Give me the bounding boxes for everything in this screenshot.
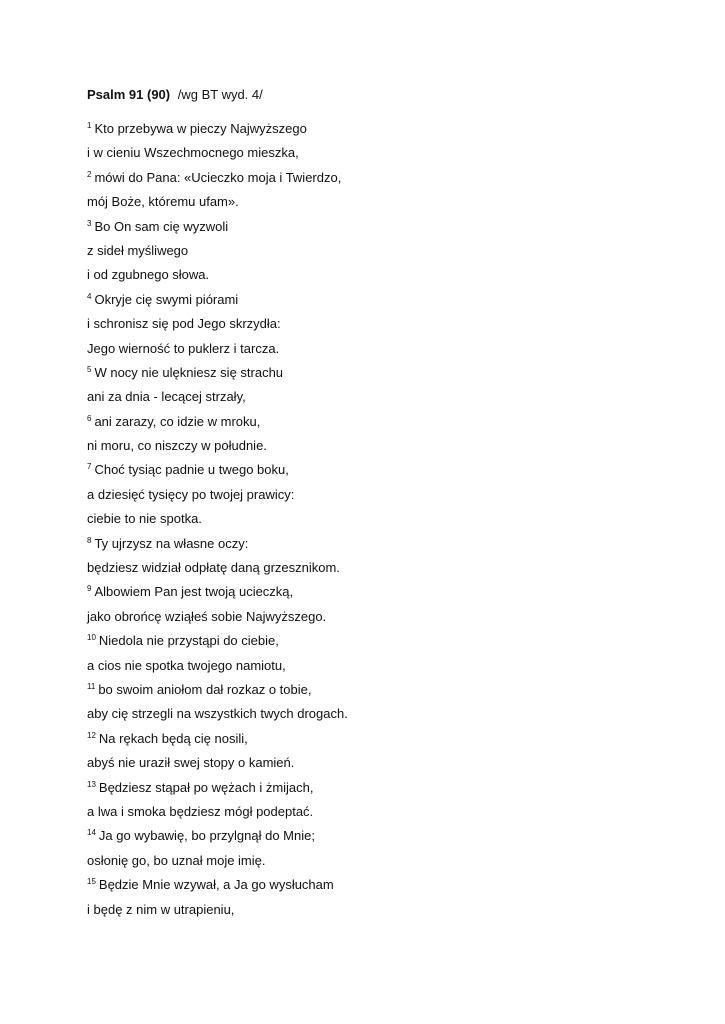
line-text: Kto przebywa w pieczy Najwyższego — [94, 121, 307, 136]
psalm-line — [87, 458, 687, 482]
verse-number: 13 — [87, 779, 96, 789]
psalm-line — [87, 337, 687, 361]
line-text: Niedola nie przystąpi do ciebie, — [98, 633, 279, 649]
verse-number: 12 — [87, 730, 96, 740]
psalm-line — [87, 166, 687, 190]
psalm-line — [87, 361, 687, 385]
verse-number: 8 — [87, 535, 92, 545]
line-text: mówi do Pana: «Ucieczko moja i Twierdzo, — [94, 169, 342, 185]
line-text: i od zgubnego słowa. — [87, 267, 210, 283]
psalm-title: Psalm 91 (90) — [87, 87, 171, 102]
verse-number: 11 — [87, 681, 96, 691]
psalm-line — [87, 507, 687, 531]
line-text: Na rękach będą cię nosili, — [98, 730, 248, 746]
psalm-line — [87, 556, 687, 580]
line-text: ni moru, co niszczy w południe. — [87, 438, 267, 454]
verse-number: 7 — [87, 462, 92, 472]
psalm-line — [87, 849, 687, 873]
psalm-line — [87, 824, 687, 848]
psalm-line — [87, 654, 687, 678]
line-text: Jego wierność to puklerz i tarcza. — [87, 340, 280, 356]
verse-number: 2 — [87, 169, 92, 179]
line-text: abyś nie uraził swej stopy o kamień. — [87, 755, 295, 771]
verse-number: 5 — [87, 364, 92, 374]
psalm-line — [87, 288, 687, 312]
psalm-line — [87, 776, 687, 800]
psalm-line — [87, 678, 687, 702]
line-text: W nocy nie ulękniesz się strachu — [94, 364, 284, 380]
line-text: ani za dnia - lecącej strzały, — [87, 389, 246, 405]
line-text: Choć tysiąc padnie u twego boku, — [94, 462, 289, 478]
verse-number: 6 — [87, 413, 92, 423]
psalm-line — [87, 702, 687, 726]
psalm-line — [87, 629, 687, 653]
line-text: będziesz widział odpłatę daną grzesznikom. — [87, 560, 340, 576]
line-text: Albowiem Pan jest twoją ucieczką, — [94, 584, 294, 600]
verse-number: 14 — [87, 828, 96, 838]
line-text: i będę z nim w utrapieniu, — [87, 901, 235, 917]
translation-note: /wg BT wyd. 4/ — [177, 87, 263, 102]
line-text: jako obrońcę wziąłeś sobie Najwyższego. — [87, 608, 327, 624]
line-text: i schronisz się pod Jego skrzydła: — [87, 316, 281, 332]
line-text: i w cieniu Wszechmocnego mieszka, — [87, 145, 299, 161]
line-text: ani zarazy, co idzie w mroku, — [94, 413, 261, 429]
verse-number: 15 — [87, 877, 96, 887]
line-text: Ty ujrzysz na własne oczy: — [94, 535, 249, 551]
line-text: Okryje cię swymi piórami — [94, 291, 239, 307]
verse-number: 9 — [87, 584, 92, 594]
line-text: Ja go wybawię, bo przylgnął do Mnie; — [98, 828, 315, 844]
line-text: Będziesz stąpał po wężach i żmijach, — [98, 779, 314, 795]
psalm-line — [87, 141, 687, 165]
psalm-line — [87, 800, 687, 824]
psalm-line — [87, 239, 687, 263]
line-text: ciebie to nie spotka. — [87, 511, 202, 527]
psalm-line — [87, 873, 687, 897]
psalm-line — [87, 434, 687, 458]
psalm-line — [87, 605, 687, 629]
line-text: bo swoim aniołom dał rozkaz o tobie, — [98, 681, 312, 697]
line-text: osłonię go, bo uznał moje imię. — [87, 852, 266, 868]
psalm-line — [87, 385, 687, 409]
document-page — [87, 86, 687, 922]
psalm-line — [87, 483, 687, 507]
line-text: a dziesięć tysięcy po twojej prawicy: — [87, 486, 295, 502]
psalm-line — [87, 312, 687, 336]
verse-number: 1 — [87, 121, 92, 130]
line-text: a cios nie spotka twojego namiotu, — [87, 657, 286, 673]
line-text: Będzie Mnie wzywał, a Ja go wysłucham — [98, 877, 334, 893]
verse-number: 4 — [87, 291, 92, 301]
psalm-text — [87, 117, 687, 922]
line-text: Bo On sam cię wyzwoli — [94, 218, 229, 234]
verse-number: 3 — [87, 218, 92, 228]
line-text: aby cię strzegli na wszystkich twych drogach. — [87, 706, 348, 722]
psalm-line — [87, 263, 687, 287]
psalm-line — [87, 532, 687, 556]
line-text: mój Boże, któremu ufam». — [87, 194, 239, 210]
psalm-line — [87, 215, 687, 239]
psalm-line — [87, 580, 687, 604]
psalm-line — [87, 190, 687, 214]
psalm-line — [87, 117, 687, 141]
psalm-line — [87, 898, 687, 922]
line-text: z sideł myśliwego — [87, 242, 189, 258]
psalm-line — [87, 410, 687, 434]
psalm-heading — [87, 86, 687, 104]
psalm-line — [87, 727, 687, 751]
line-text: a lwa i smoka będziesz mógł podeptać. — [87, 803, 314, 819]
psalm-line — [87, 751, 687, 775]
verse-number: 10 — [87, 633, 96, 643]
